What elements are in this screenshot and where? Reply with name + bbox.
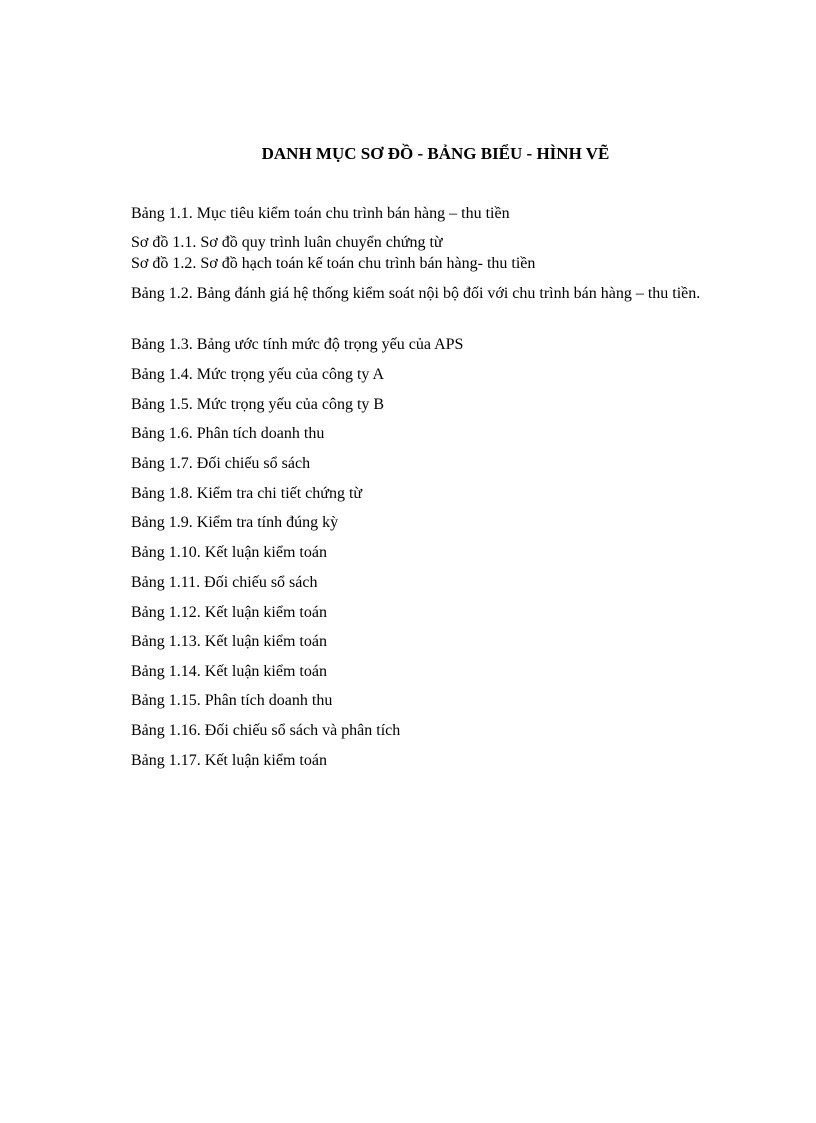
page-title: DANH MỤC SƠ ĐỒ - BẢNG BIỂU - HÌNH VẼ — [261, 144, 610, 163]
list-entry-bang-1-14: Bảng 1.14. Kết luận kiểm toán — [131, 663, 327, 680]
list-entry-bang-1-10: Bảng 1.10. Kết luận kiểm toán — [131, 544, 327, 561]
list-entry-bang-1-2: Bảng 1.2. Bảng đánh giá hệ thống kiểm soát nội bộ đối với chu trình bán hàng – thu tiền. — [131, 285, 701, 302]
list-entry-bang-1-15: Bảng 1.15. Phân tích doanh thu — [131, 692, 333, 709]
list-entry-bang-1-7: Bảng 1.7. Đối chiếu sổ sách — [131, 455, 311, 472]
list-entry-bang-1-6: Bảng 1.6. Phân tích doanh thu — [131, 425, 325, 442]
list-entry-bang-1-12: Bảng 1.12. Kết luận kiểm toán — [131, 604, 327, 621]
list-entry-bang-1-16: Bảng 1.16. Đối chiếu sổ sách và phân tích — [131, 722, 401, 739]
list-entry-bang-1-9: Bảng 1.9. Kiểm tra tính đúng kỳ — [131, 514, 339, 531]
list-entry-bang-1-1: Bảng 1.1. Mục tiêu kiểm toán chu trình bán hàng – thu tiền — [131, 205, 510, 222]
list-entry-bang-1-8: Bảng 1.8. Kiểm tra chi tiết chứng từ — [131, 485, 363, 502]
list-entry-bang-1-4: Bảng 1.4. Mức trọng yếu của công ty A — [131, 366, 385, 383]
list-entry-bang-1-3: Bảng 1.3. Bảng ước tính mức độ trọng yếu của APS — [131, 336, 464, 353]
list-entry-bang-1-17: Bảng 1.17. Kết luận kiểm toán — [131, 752, 327, 769]
list-entry-so-do-1-2: Sơ đồ 1.2. Sơ đồ hạch toán kế toán chu trình bán hàng- thu tiền — [131, 255, 536, 272]
list-entry-bang-1-11: Bảng 1.11. Đối chiếu sổ sách — [131, 574, 318, 591]
list-entry-so-do-1-1: Sơ đồ 1.1. Sơ đồ quy trình luân chuyển chứng từ — [131, 234, 443, 251]
list-entry-bang-1-5: Bảng 1.5. Mức trọng yếu của công ty B — [131, 396, 385, 413]
list-entry-bang-1-13: Bảng 1.13. Kết luận kiểm toán — [131, 633, 327, 650]
